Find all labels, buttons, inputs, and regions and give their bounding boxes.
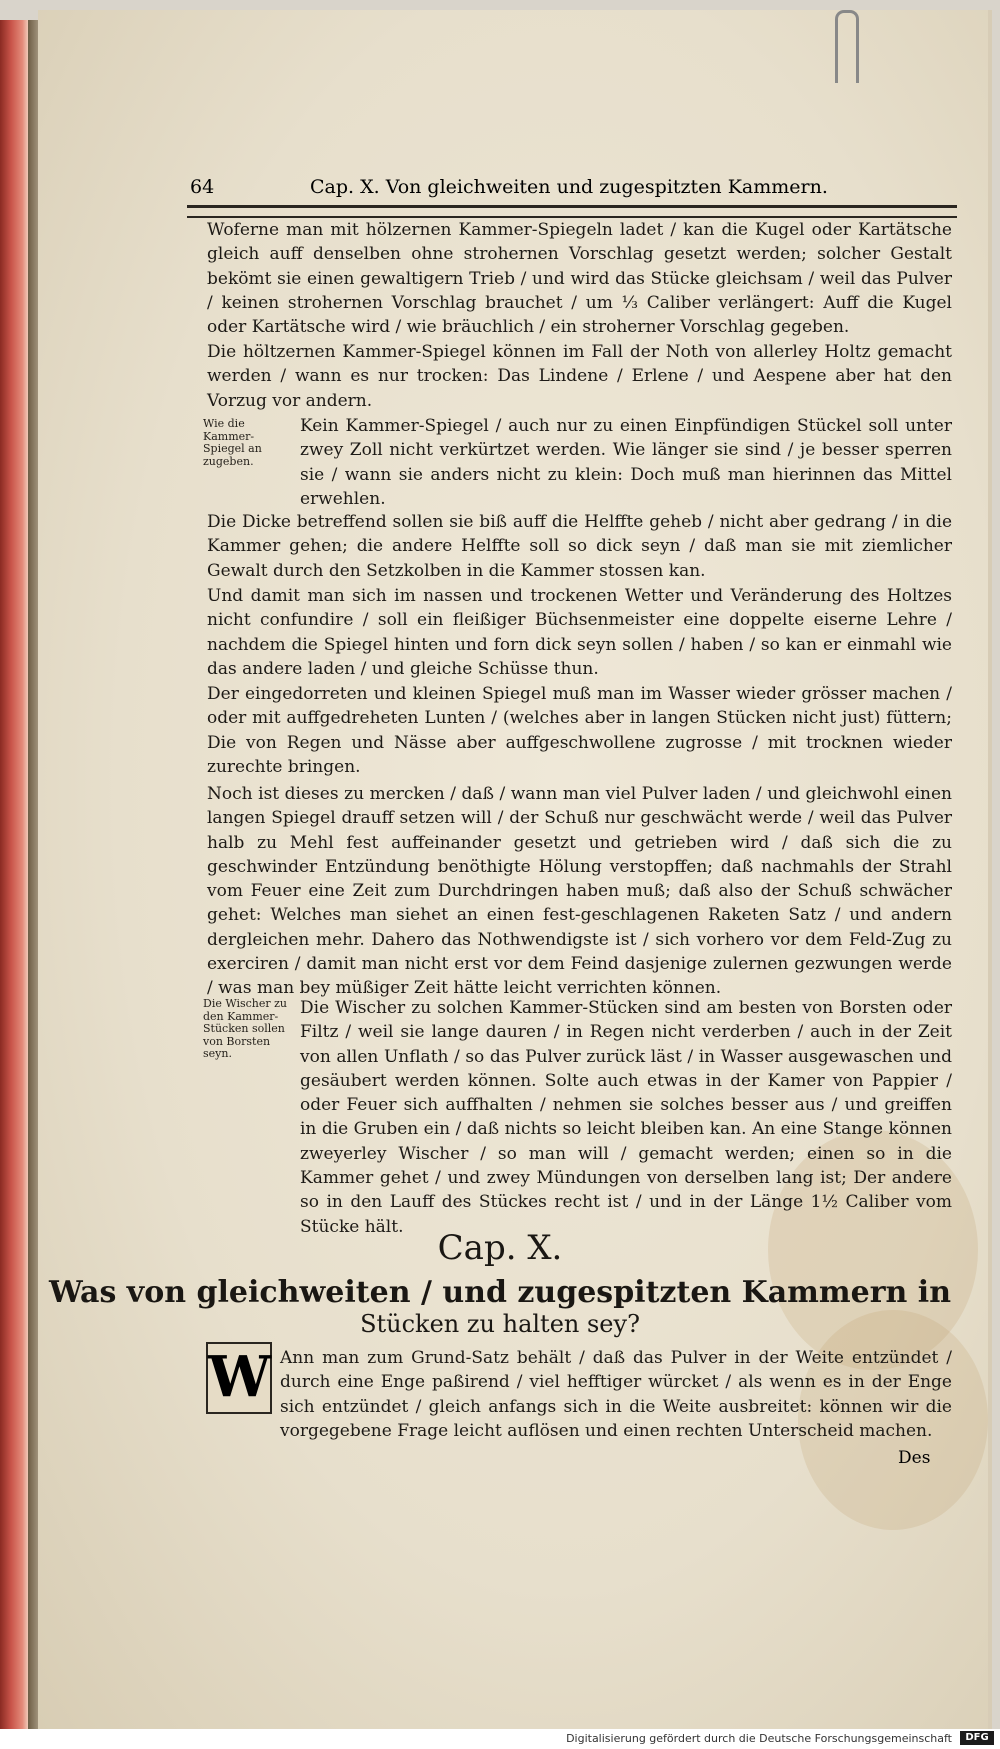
paragraph-text: Die Wischer zu solchen Kammer-Stücken sind am besten von Borsten oder Filtz / weil sie lange dauren / in Regen nicht verderben / auch in der Zeit von allen Unflath / so das Pulver zurück läst / in Wasser ausgewaschen und gesäubert werden können. Solte auch etwas in der Kamer von Pappier / oder Feuer sich auffhalten / nehmen sie solches besser aus / und greiffen in die Gruben ein / daß nichts so leicht bleiben kan. An eine Stange können zweyerley Wischer / so man will / gemacht werden; einen so in die Kammer gehet / und zwey Mündungen von derselben lang ist; Der andere so in den Lauff des Stückes recht ist / und in der Länge 1½ Caliber vom Stücke hält. — [300, 998, 952, 1237]
chapter-title-line2: Stücken zu halten sey? — [360, 1310, 640, 1338]
drop-cap: W — [206, 1342, 272, 1414]
paragraph-text: Kein Kammer-Spiegel / auch nur zu einen Einpfündigen Stückel soll unter zwey Zoll nicht verkürtzet werden. Wie länger sie sind / je besser sperren sie / wann sie anders nicht zu klein: Doch muß man hierinnen das Mittel erwehlen. — [300, 416, 952, 509]
paragraph-2 — [207, 340, 952, 413]
paragraph-6 — [207, 682, 952, 779]
paragraph-7 — [207, 782, 952, 1001]
dfg-logo: DFG — [960, 1731, 994, 1745]
paragraph-4 — [207, 510, 952, 583]
running-header — [190, 176, 960, 200]
paragraph-text: Der eingedorreten und kleinen Spiegel muß man im Wasser wieder grösser machen / oder mit auffgedreheten Lunten / (welches aber in langen Stücken nicht just) füttern; Die von Regen und Nässe aber auffgeschwollene zugrosse / mit trocknen wieder zurechte bringen. — [207, 684, 952, 777]
running-title: Cap. X. Von gleichweiten und zugespitzten Kammern. — [310, 176, 828, 198]
page-number: 64 — [190, 176, 215, 198]
paragraph-5 — [207, 584, 952, 681]
paragraph-text: Die höltzernen Kammer-Spiegel können im Fall der Noth von allerley Holtz gemacht werden / wann es nur trocken: Das Lindene / Erlene / und Aespene aber hat den Vorzug vor andern. — [207, 342, 952, 411]
margin-note-1: Wie die Kammer-Spiegel an zugeben. — [203, 417, 262, 468]
footer-credit: Digitalisierung gefördert durch die Deutsche Forschungsgemeinschaft — [566, 1732, 952, 1745]
paragraph-1 — [207, 218, 952, 339]
paragraph-text: Und damit man sich im nassen und trockenen Wetter und Veränderung des Holtzes nicht confundire / soll ein fleißiger Büchsenmeister eine doppelte eiserne Lehre / nachdem die Spiegel hinten und forn dick seyn sollen / haben / so kan er einmahl wie das andere laden / und gleiche Schüsse thun. — [207, 586, 952, 679]
chapter-number: Cap. X. — [437, 1228, 563, 1268]
header-rule — [187, 205, 957, 218]
paragraph-text: Die Dicke betreffend sollen sie biß auff die Helffte geheb / nicht aber gedrang / in die Kammer gehen; die andere Helffte soll so dick seyn / daß man sie mit ziemlicher Gewalt durch den Setzkolben in die Kammer stossen kan. — [207, 512, 952, 581]
margin-note-2: Die Wischer zu den Kammer-Stücken sollen von Borsten seyn. — [203, 997, 288, 1060]
chapter-title-line1: Was von gleichweiten / und zugespitzten Kammern in — [48, 1275, 952, 1310]
paragraph-3 — [300, 414, 952, 511]
paragraph-text: Noch ist dieses zu mercken / daß / wann man viel Pulver laden / und gleichwohl einen langen Spiegel drauff setzen will / der Schuß nur geschwächt werde / weil das Pulver halb zu Mehl fest auffeinander gesetzt und getrieben wird / daß sich die zu geschwinder Entzündung benöthigte Hölung verstopffen; daß nachmahls der Strahl vom Feuer eine Zeit zum Durchdringen haben muß; daß also der Schuß schwächer gehet: Welches man siehet an einen fest-geschlagenen Raketen Satz / und andern dergleichen mehr. Dahero das Nothwendigste ist / sich vorhero vor dem Feld-Zug zu exerciren / damit man nicht erst vor dem Feind dasjenige zulernen gezwungen werde / was man bey müßiger Zeit hätte leicht verrichten können. — [207, 784, 952, 999]
catchword: Des — [898, 1448, 931, 1468]
chapter-opening — [280, 1346, 952, 1443]
paper-clip — [835, 10, 859, 83]
footer-bar — [0, 1729, 1000, 1749]
paragraph-text: Woferne man mit hölzernen Kammer-Spiegeln ladet / kan die Kugel oder Kartätsche gleich auff denselben ohne strohernen Vorschlag gesetzt werden; solcher Gestalt bekömt sie einen gewaltigern Trieb / und wird das Stücke gleichsam / weil das Pulver / keinen strohernen Vorschlag brauchet / um ⅓ Caliber verlängert: Auff die Kugel oder Kartätsche wird / wie bräuchlich / ein stroherner Vorschlag gegeben. — [207, 220, 952, 338]
book-edge — [0, 20, 28, 1735]
paragraph-text: Ann man zum Grund-Satz behält / daß das Pulver in der Weite entzündet / durch eine Enge paßirend / viel hefftiger würcket / als wenn es in der Enge sich entzündet / gleich anfangs sich in die Weite ausbreitet: können wir die vorgegebene Frage leicht auflösen und einen rechten Unterscheid machen. — [280, 1348, 952, 1441]
paragraph-8 — [300, 996, 952, 1239]
